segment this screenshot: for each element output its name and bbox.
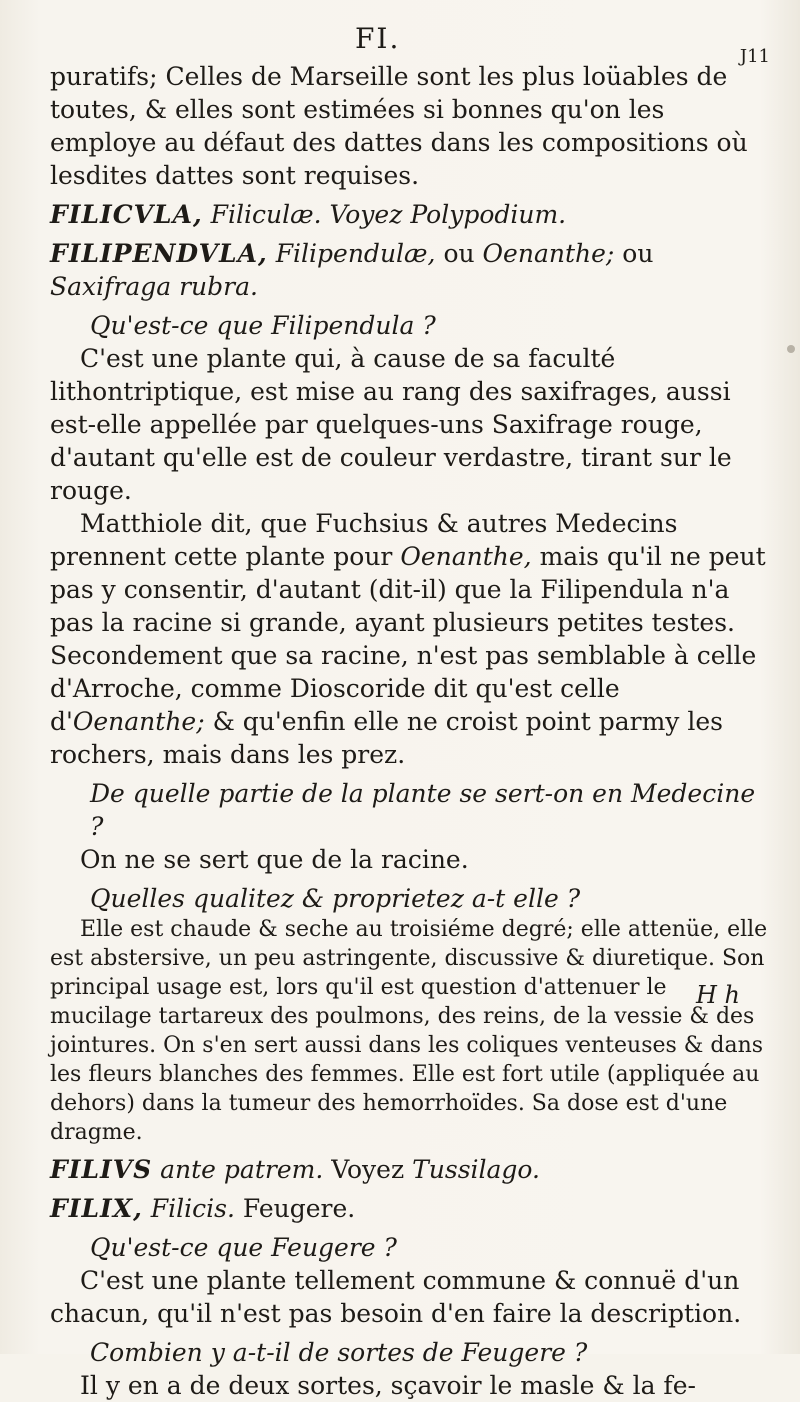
question-heading: Quelles qualitez & proprietez a-t elle ? xyxy=(90,884,581,913)
cross-reference: Saxifraga rubra. xyxy=(50,272,258,301)
headword-genitive: Filiculæ. Voyez xyxy=(210,200,403,229)
entry-filipendula xyxy=(50,237,775,303)
headword: FILIX, xyxy=(50,1194,143,1223)
answer-paragraph xyxy=(50,507,775,771)
page-text xyxy=(50,60,775,1402)
connector-text: ou xyxy=(622,239,654,268)
italic-term: Oenanthe; xyxy=(72,707,205,736)
headword-genitive: Filipendulæ, xyxy=(275,239,436,268)
question-heading: Combien y a-t-il de sortes de Feugere ? xyxy=(90,1338,588,1367)
question-heading: Qu'est-ce que Filipendula ? xyxy=(90,311,436,340)
question-heading: Qu'est-ce que Feugere ? xyxy=(90,1233,397,1262)
connector-text: ou xyxy=(443,239,475,268)
headword: FILIPENDVLA, xyxy=(50,239,268,268)
connector-text: Voyez xyxy=(331,1155,405,1184)
answer-paragraph: Elle est chaude & seche au troisiéme degré; elle attenüe, elle est abstersive, un peu astringente, discussive & diuretique. Son principal usage est, lors qu'il est question d'attenuer le mucilage tartareux des poulmons, des reins, de la vessie & des jointures. On s'en sert aussi dans les coliques venteuses & dans les fleurs blanches des femmes. Elle est fort utile (appliquée au dehors) dans la tumeur des hemorrhoïdes. Sa dose est d'une dragme. xyxy=(50,917,768,1145)
text-run: mais qu'il ne peut pas y consentir, d'autant (dit-il) que la Filipendula n'a pas la racine si grande, ayant plusieurs petites testes. Secondement que sa racine, n'est pas semblable à celle d'Arroche, comme Dioscoride dit qu'est celle d' xyxy=(50,542,766,736)
cross-reference: Tussilago. xyxy=(412,1155,540,1184)
text-run: & qu'enfin elle ne croist point parmy les rochers, mais dans les prez. xyxy=(50,707,723,769)
headword: FILIVS xyxy=(50,1155,153,1184)
headword: FILICVLA, xyxy=(50,200,203,229)
running-head: FI. xyxy=(355,22,401,55)
headword-genitive: Filicis. xyxy=(150,1194,235,1223)
text-run: Matthiole dit, que Fuchsius & autres Medecins prennent cette plante pour xyxy=(50,509,678,571)
answer-paragraph: C'est une plante qui, à cause de sa faculté lithontriptique, est mise au rang des saxifrages, aussi est-elle appellée par quelques-uns Saxifrage rouge, d'autant qu'elle est de couleur verdastre, tirant sur le rouge. xyxy=(50,344,732,505)
entry-filix xyxy=(50,1192,775,1225)
page-number: J11 xyxy=(739,46,770,67)
entry-filicula xyxy=(50,198,775,231)
entry-filius xyxy=(50,1153,775,1186)
page-header xyxy=(0,22,800,67)
headword-phrase: ante patrem. xyxy=(160,1155,324,1184)
question-heading: De quelle partie de la plante se sert-on en Medecine ? xyxy=(90,779,756,841)
signature-mark: H h xyxy=(695,981,740,1009)
italic-term: Oenanthe, xyxy=(400,542,532,571)
margin-spot xyxy=(787,345,795,353)
cross-reference: Polypodium. xyxy=(410,200,567,229)
cross-reference: Oenanthe; xyxy=(482,239,615,268)
french-name: Feugere. xyxy=(242,1194,356,1223)
answer-paragraph: On ne se sert que de la racine. xyxy=(80,845,469,874)
answer-paragraph: Il y en a de deux sortes, sçavoir le masle & la fe- xyxy=(80,1371,696,1400)
paragraph-continued: puratifs; Celles de Marseille sont les plus loüables de toutes, & elles sont estimées si bonnes qu'on les employe au défaut des dattes dans les compositions où lesdites dattes sont requises. xyxy=(50,62,748,190)
answer-paragraph: C'est une plante tellement commune & connuë d'un chacun, qu'il n'est pas besoin d'en faire la description. xyxy=(50,1266,742,1328)
